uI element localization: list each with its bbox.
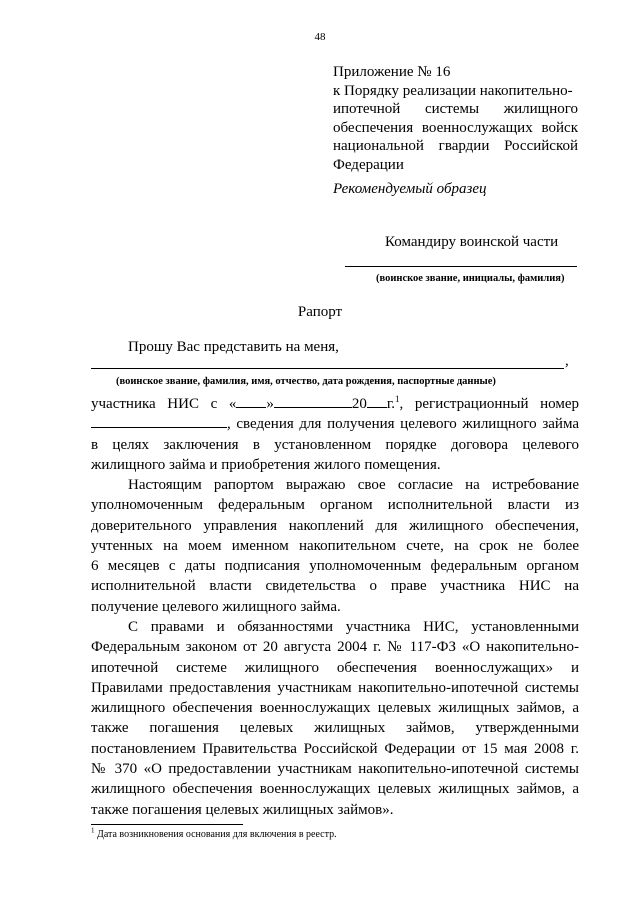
paragraph-line: жилищного займа и приобретения жилого помещения.: [91, 456, 441, 473]
paragraph-line: доверительного управления накоплений для жилищного обеспечения,: [91, 517, 579, 534]
page-number: 48: [314, 31, 326, 43]
paragraph-line: № 370 «О предоставлении участникам накопительно-ипотечной системы: [91, 761, 579, 778]
text-fragment: 20: [351, 396, 367, 412]
sample-label: Рекомендуемый образец: [333, 181, 487, 197]
appendix-line: обеспечения военнослужащих войск: [333, 119, 578, 136]
paragraph-line: уполномоченным федеральным органом исполнительной власти из: [91, 497, 579, 514]
person-caption: (воинское звание, фамилия, имя, отчество, дата рождения, паспортные данные): [116, 376, 496, 387]
paragraph-line: также погашения целевых жилищных займов».: [91, 801, 394, 818]
text-fragment: г.: [386, 396, 396, 412]
paragraph-line: в целях заключения в установленном порядке договора целевого: [91, 436, 579, 453]
footnote-divider: [91, 824, 243, 825]
paragraph-line: [91, 414, 579, 434]
paragraph-line: Федеральным законом от 20 августа 2004 г. № 117-ФЗ «О накопительно-: [91, 639, 579, 656]
paragraph-line: [91, 394, 579, 414]
paragraph-line: Настоящим рапортом выражаю свое согласие на истребование: [128, 477, 579, 493]
request-line: Прошу Вас представить на меня,: [128, 339, 339, 355]
appendix-line: к Порядку реализации накопительно-: [333, 82, 573, 99]
appendix-line: национальной гвардии Российской: [333, 138, 578, 154]
paragraph-line: также погашения целевых жилищных займов, утвержденными: [91, 720, 579, 737]
addressee-caption: (воинское звание, инициалы, фамилия): [376, 273, 565, 284]
year-blank: [367, 394, 387, 408]
person-blank-line: [91, 368, 564, 369]
footnote-text: Дата возникновения основания для включения в реестр.: [97, 829, 337, 840]
paragraph-line: жилищного обеспечения военнослужащих целевых жилищных займов, а: [91, 700, 579, 717]
text-fragment: , сведения для получения целевого жилищного займа: [227, 416, 579, 433]
paragraph-line: С правами и обязанностями участника НИС, установленными: [128, 619, 579, 635]
paragraph-line: Правилами предоставления участникам накопительно-ипотечной системы: [91, 679, 579, 696]
text-fragment: участника НИС с «: [91, 396, 237, 412]
paragraph-line: получение целевого жилищного займа.: [91, 598, 341, 615]
appendix-line: ипотечной системы жилищного: [333, 101, 578, 117]
addressee-blank-line: [345, 266, 577, 267]
paragraph-1: [91, 394, 579, 475]
footnote-mark: 1: [91, 826, 95, 835]
paragraph-line: исполнительной власти свидетельства о праве участника НИС на: [91, 578, 579, 595]
paragraph-line: 6 месяцев с даты подписания уполномоченным федеральным органом: [91, 558, 579, 575]
footnote: [91, 826, 337, 840]
paragraph-line: жилищного обеспечения военнослужащих целевых жилищных займов, а: [91, 781, 579, 798]
day-blank: [236, 394, 266, 408]
appendix-line: Приложение № 16: [333, 64, 451, 80]
document-title: Рапорт: [297, 304, 343, 320]
paragraph-2: [91, 475, 579, 617]
paragraph-line: постановлением Правительства Российской Федерации от 15 мая 2008 г.: [91, 740, 579, 757]
appendix-header: [333, 63, 578, 174]
paragraph-3: [91, 617, 579, 820]
text-fragment: »: [266, 396, 274, 412]
comma: ,: [565, 353, 569, 369]
month-blank: [274, 394, 352, 408]
registration-number-blank: [91, 414, 227, 428]
paragraph-line: учтенных на моем именном накопительном счете, на срок не более: [91, 537, 579, 554]
text-fragment: , регистрационный номер: [399, 396, 580, 412]
footnote-reference: 1: [395, 394, 400, 404]
appendix-line: Федерации: [333, 156, 404, 173]
addressee: Командиру воинской части: [385, 234, 559, 250]
paragraph-line: ипотечной системе жилищного обеспечения военнослужащих» и: [91, 659, 579, 676]
